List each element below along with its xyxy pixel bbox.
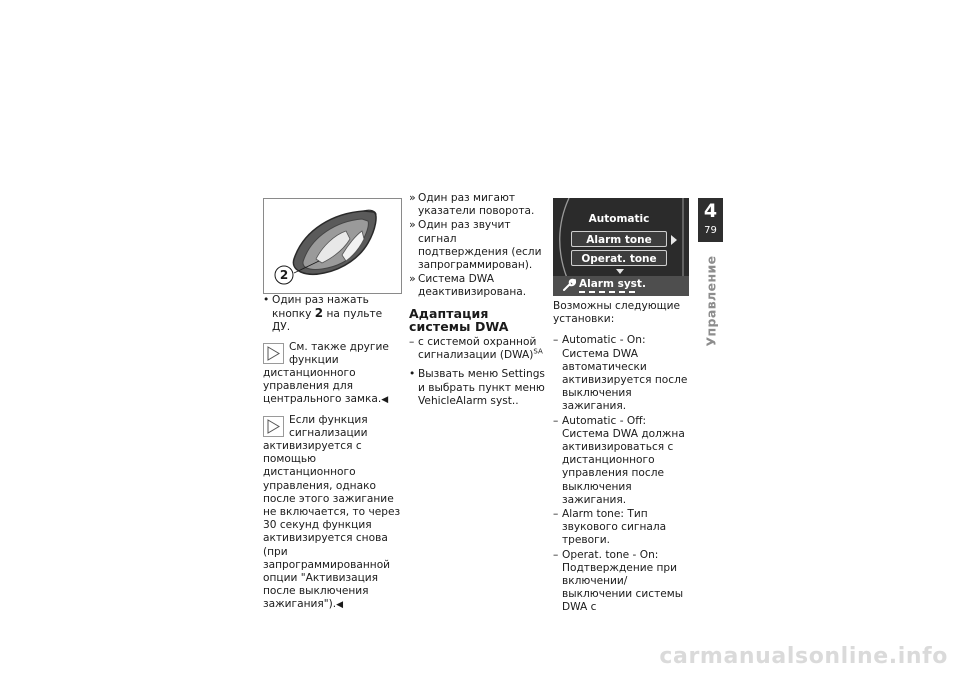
end-mark-icon: ◀ (336, 600, 344, 611)
option-text: Alarm tone: Тип звукового сигнала тревоги. (562, 508, 667, 547)
right-column (553, 300, 689, 616)
result-item (409, 219, 547, 272)
condition-text: с системой охранной сигнализации (DWA) (418, 336, 537, 362)
display-screen-illustration (553, 198, 689, 296)
option-text: Operat. tone - On: Подтверждение при включении/выключении системы DWA с (562, 548, 684, 614)
option-item (553, 334, 689, 413)
end-mark-icon: ◀ (381, 395, 389, 406)
section-heading: Адаптация системы DWA (409, 305, 509, 334)
watermark: carmanualsonline.info (659, 644, 948, 669)
menu-title-underline (579, 291, 635, 295)
settings-intro: Возможны следующие установки: (553, 300, 681, 326)
note-auto-reactivation (263, 414, 403, 613)
dash-mark: – (553, 548, 559, 561)
bullet-mark: • (409, 368, 416, 381)
option-item (553, 549, 689, 615)
arrow-right-icon (671, 235, 677, 245)
result-item (409, 192, 547, 218)
bullet-mark: • (263, 294, 270, 306)
instruction-step (263, 294, 403, 335)
page-number: 79 (704, 225, 717, 236)
result-text: Система DWA деактивизирована. (418, 273, 527, 299)
option-item (553, 508, 689, 548)
note-text: Если функция сигнализации активизируется с помощью дистанционного управления, однако после этого зажигание не включается, то через 30 секунд функция активизируется снова (при запрограммированной опции "Активизация после выключения зажигания"). (263, 413, 401, 611)
middle-column (409, 192, 547, 409)
dash-mark: – (409, 336, 415, 349)
menu-item-alarm-tone: Alarm tone (571, 231, 667, 247)
result-mark: » (409, 191, 416, 204)
result-mark: » (409, 272, 416, 286)
chapter-tab (698, 198, 723, 242)
note-text: См. также другие функции дистанционного управления для центрального замка. (263, 340, 389, 406)
note-central-lock (263, 341, 403, 408)
condition-item (409, 336, 547, 362)
instruction-text-after: на пульте ДУ. (272, 308, 383, 334)
result-text: Один раз мигают указатели поворота. (418, 192, 535, 218)
result-text: Один раз звучит сигнал подтверждения (если запрограммирован). (418, 219, 542, 272)
note-triangle-icon (263, 416, 284, 437)
action-step (409, 368, 547, 408)
condition-superscript: SA (533, 347, 543, 356)
menu-title-alarm-syst: Alarm syst. (579, 278, 646, 290)
option-item (553, 415, 689, 507)
remote-key-figure (263, 198, 402, 294)
menu-item-operat-tone: Operat. tone (571, 250, 667, 266)
action-text: Вызвать меню Settings и выбрать пункт меню VehicleAlarm syst.. (418, 368, 545, 407)
button-number: 2 (314, 306, 324, 321)
note-triangle-icon (263, 343, 284, 364)
option-text: Automatic - Off: Система DWA должна активизироваться с дистанционного управления после выключения зажигания. (562, 414, 685, 506)
arrow-down-icon (616, 269, 624, 274)
instruction-text-before: Один раз нажать кнопку (272, 294, 369, 321)
result-item (409, 273, 547, 299)
section-tab-label (693, 248, 728, 353)
wrench-icon (562, 278, 576, 292)
section-title: Управление (703, 254, 718, 347)
result-mark: » (409, 218, 416, 232)
menu-item-automatic: Automatic (588, 213, 650, 225)
figure-callout-number: 2 (279, 268, 289, 282)
dash-mark: – (553, 414, 559, 427)
dash-mark: – (553, 508, 559, 521)
option-text: Automatic - On: Система DWA автоматически активизируется после выключения зажигания. (562, 334, 688, 413)
left-column (263, 198, 403, 613)
chapter-number: 4 (703, 200, 718, 222)
dash-mark: – (553, 334, 559, 347)
